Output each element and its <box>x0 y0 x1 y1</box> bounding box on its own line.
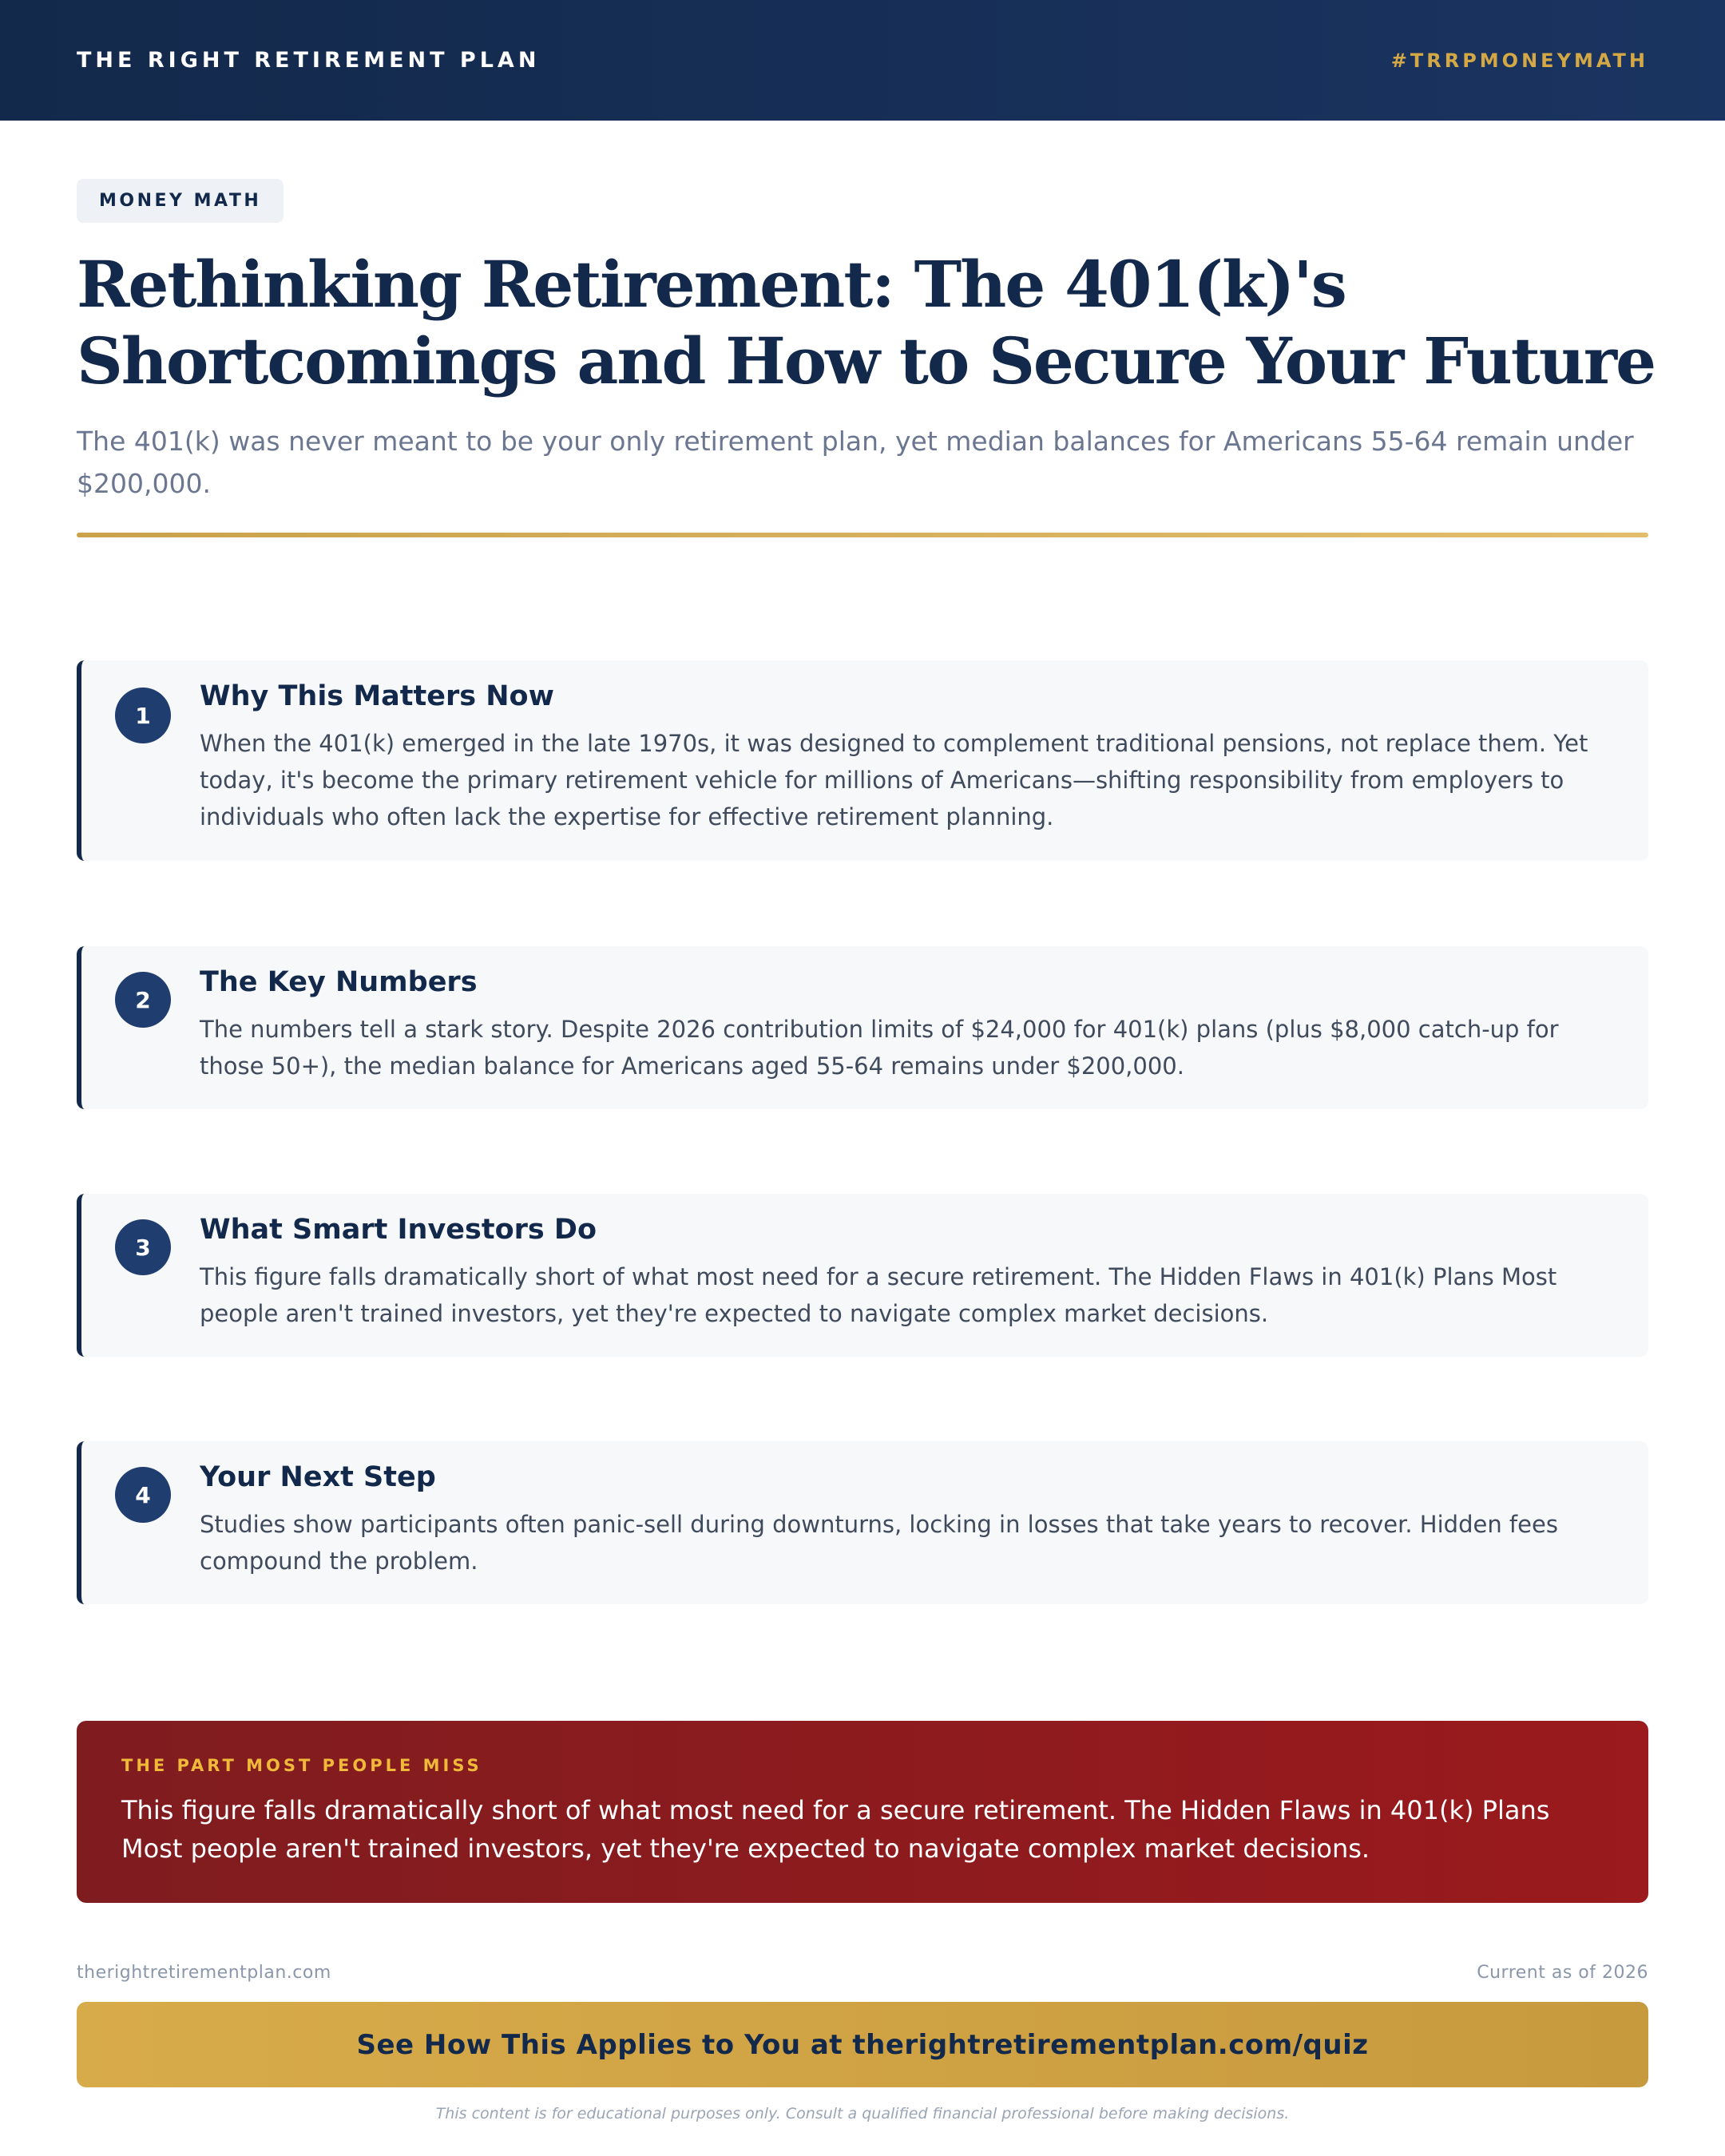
hashtag: #TRRPMONEYMATH <box>1390 49 1648 72</box>
section-body: The numbers tell a stark story. Despite 2026 contribution limits of $24,000 for 401(k) plans (plus $8,000 catch-up for those 50+), the median balance for Americans aged 55-64 remains under $200,000. <box>200 1016 1559 1080</box>
step-number-badge: 3 <box>115 1219 171 1275</box>
section-card-2 <box>77 946 1648 1109</box>
callout-label: THE PART MOST PEOPLE MISS <box>121 1756 482 1775</box>
website-url: therightretirementplan.com <box>77 1963 331 1983</box>
section-card-1 <box>77 660 1648 861</box>
section-card-4 <box>77 1441 1648 1604</box>
step-number-badge: 2 <box>115 972 171 1028</box>
brand-name: THE RIGHT RETIREMENT PLAN <box>77 48 541 73</box>
section-title: Why This Matters Now <box>200 680 554 712</box>
step-number-badge: 1 <box>115 688 171 743</box>
section-card-3 <box>77 1194 1648 1357</box>
quiz-cta-button[interactable]: See How This Applies to You at therightretirementplan.com/quiz <box>77 2002 1648 2087</box>
category-tag: MONEY MATH <box>77 179 284 223</box>
section-body: When the 401(k) emerged in the late 1970s, it was designed to complement traditional pensions, not replace them. Yet today, it's become the primary retirement vehicle for millions of Americans—shifting responsibility from employers to individuals who often lack the expertise for effective retirement planning. <box>200 730 1588 830</box>
callout-body: This figure falls dramatically short of what most need for a secure retirement. The Hidden Flaws in 401(k) Plans Most people aren't trained investors, yet they're expected to navigate complex market decisions. <box>121 1795 1550 1864</box>
page-title: Rethinking Retirement: The 401(k)'s Shortcomings and How to Secure Your Future <box>77 247 1655 398</box>
callout-box <box>77 1721 1648 1903</box>
section-title: The Key Numbers <box>200 966 478 998</box>
page-subtitle: The 401(k) was never meant to be your only retirement plan, yet median balances for Americans 55-64 remain under $200,000. <box>77 426 1634 499</box>
step-number-badge: 4 <box>115 1467 171 1523</box>
section-title: What Smart Investors Do <box>200 1214 597 1246</box>
current-as-of: Current as of 2026 <box>1477 1963 1648 1983</box>
top-banner <box>0 0 1725 121</box>
section-body: Studies show participants often panic-sell during downturns, locking in losses that take years to recover. Hidden fees compound the problem. <box>200 1511 1558 1575</box>
section-body: This figure falls dramatically short of what most need for a secure retirement. The Hidden Flaws in 401(k) Plans Most people aren't trained investors, yet they're expected to navigate complex market decisions. <box>200 1263 1557 1327</box>
title-divider <box>77 533 1648 537</box>
section-title: Your Next Step <box>200 1461 436 1493</box>
disclaimer: This content is for educational purposes only. Consult a qualified financial professional before making decisions. <box>435 2105 1290 2122</box>
